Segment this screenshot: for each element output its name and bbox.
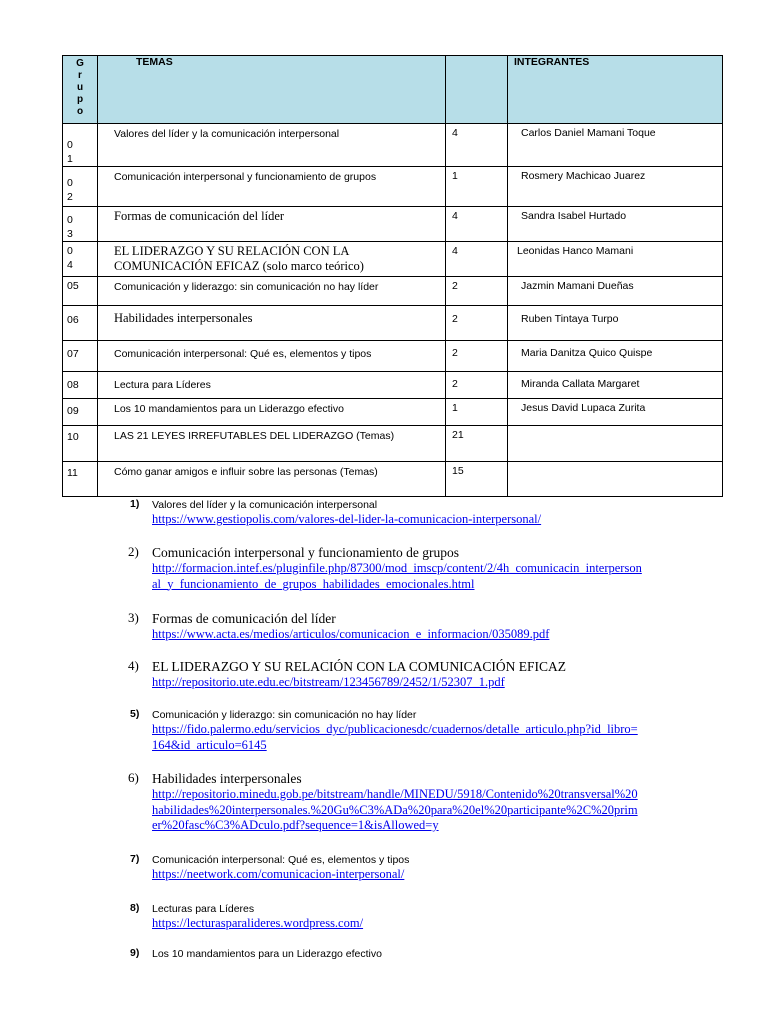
integrante-cell (508, 207, 723, 242)
header-integrantes-label: INTEGRANTES (514, 56, 590, 68)
references-list (0, 498, 768, 967)
integrante-cell (508, 277, 723, 306)
reference-item (0, 498, 768, 544)
grupo-digit: 2 (67, 191, 73, 203)
count-text: 2 (452, 378, 458, 390)
grupo-digit: 0 (67, 177, 73, 189)
grupo-digit: 0 (67, 245, 73, 257)
tema-cell (98, 167, 446, 207)
tema-text: EL LIDERAZGO Y SU RELACIÓN CON LA COMUNICACIÓN EFICAZ (solo marco teórico) (114, 244, 364, 273)
reference-item (0, 853, 768, 902)
groups-table (62, 55, 723, 497)
table-row (63, 426, 723, 462)
reference-number: 7) (130, 853, 140, 865)
tema-cell (98, 462, 446, 497)
tema-text: Habilidades interpersonales (114, 311, 253, 325)
header-grupo (63, 56, 98, 124)
grupo-digit: 10 (67, 431, 79, 443)
count-text: 2 (452, 347, 458, 359)
table-row (63, 399, 723, 426)
table-row (63, 372, 723, 399)
reference-number: 2) (128, 544, 139, 559)
header-grupo-letter: u (76, 82, 84, 93)
reference-title: EL LIDERAZGO Y SU RELACIÓN CON LA COMUNICACIÓN EFICAZ (152, 659, 566, 674)
tema-text: Lectura para Líderes (114, 379, 211, 391)
grupo-digit: 08 (67, 379, 79, 391)
integrante-text (508, 462, 722, 465)
count-cell (446, 242, 508, 277)
reference-number: 5) (130, 708, 140, 720)
reference-title: Comunicación interpersonal: Qué es, elementos y tipos (152, 854, 410, 866)
reference-link[interactable]: http://formacion.intef.es/pluginfile.php/87300/mod_imscp/content/2/4h_comunicacin_interpersonal_y_funcionamiento_de_grupos_habilidades_emocionales.html (152, 561, 642, 591)
integrante-text: Jesus David Lupaca Zurita (521, 402, 646, 414)
table-row (63, 242, 723, 277)
count-text: 4 (452, 127, 458, 139)
table-row (63, 207, 723, 242)
tema-text: Comunicación y liderazgo: sin comunicación no hay líder (114, 281, 379, 293)
count-text: 2 (452, 313, 458, 325)
integrante-cell (508, 167, 723, 207)
count-text: 4 (452, 210, 458, 222)
header-integrantes (508, 56, 723, 124)
reference-number: 1) (130, 498, 140, 510)
tema-cell (98, 306, 446, 341)
table-header-row (63, 56, 723, 124)
reference-title: Formas de comunicación del líder (152, 611, 336, 626)
tema-text: Valores del líder y la comunicación interpersonal (114, 128, 340, 140)
grupo-cell (63, 399, 98, 426)
integrante-text: Miranda Callata Margaret (521, 378, 640, 390)
count-cell (446, 341, 508, 372)
integrante-cell (508, 372, 723, 399)
grupo-digit: 06 (67, 314, 79, 326)
reference-item (0, 708, 768, 770)
reference-link[interactable]: https://neetwork.com/comunicacion-interpersonal/ (152, 867, 405, 881)
reference-item (0, 610, 768, 658)
count-cell (446, 426, 508, 462)
reference-item (0, 770, 768, 853)
grupo-cell (63, 341, 98, 372)
count-text: 1 (452, 402, 458, 414)
integrante-text: Maria Danitza Quico Quispe (521, 347, 653, 359)
integrante-text: Carlos Daniel Mamani Toque (521, 127, 656, 139)
tema-cell (98, 277, 446, 306)
count-text: 4 (452, 245, 458, 257)
integrante-cell (508, 306, 723, 341)
integrante-cell (508, 462, 723, 497)
integrante-cell (508, 242, 723, 277)
count-cell (446, 399, 508, 426)
integrante-text: Jazmin Mamani Dueñas (521, 280, 634, 292)
header-grupo-letter: p (76, 94, 84, 105)
reference-number: 6) (128, 770, 139, 785)
reference-title: Habilidades interpersonales (152, 771, 302, 786)
count-text: 1 (452, 170, 458, 182)
reference-title: Comunicación y liderazgo: sin comunicación no hay líder (152, 709, 417, 721)
tema-cell (98, 399, 446, 426)
reference-item (0, 658, 768, 708)
tema-cell (98, 426, 446, 462)
reference-link[interactable]: https://www.gestiopolis.com/valores-del-lider-la-comunicacion-interpersonal/ (152, 512, 542, 526)
reference-item (0, 902, 768, 947)
reference-title: Los 10 mandamientos para un Liderazgo efectivo (152, 948, 382, 960)
tema-cell (98, 341, 446, 372)
reference-link[interactable]: https://fido.palermo.edu/servicios_dyc/publicacionesdc/cuadernos/detalle_articulo.php?id_libro=164&id_articulo=6145 (152, 722, 638, 752)
grupo-digit: 0 (67, 139, 73, 151)
header-grupo-letter: o (76, 106, 84, 117)
grupo-digit: 05 (67, 280, 79, 292)
reference-number: 9) (130, 947, 140, 959)
count-cell (446, 207, 508, 242)
grupo-digit: 1 (67, 153, 73, 165)
grupo-cell (63, 426, 98, 462)
integrante-cell (508, 341, 723, 372)
grupo-digit: 4 (67, 259, 73, 271)
grupo-digit: 11 (67, 467, 78, 479)
integrante-cell (508, 124, 723, 167)
reference-item (0, 544, 768, 610)
reference-item (0, 947, 768, 967)
grupo-cell (63, 306, 98, 341)
table-row (63, 462, 723, 497)
tema-text: Formas de comunicación del líder (114, 209, 285, 223)
grupo-cell (63, 207, 98, 242)
count-cell (446, 306, 508, 341)
integrante-text: Rosmery Machicao Juarez (521, 170, 646, 182)
grupo-cell (63, 462, 98, 497)
integrante-text: Ruben Tintaya Turpo (521, 313, 619, 325)
tema-text: Comunicación interpersonal: Qué es, elementos y tipos (114, 348, 372, 360)
tema-cell (98, 124, 446, 167)
table-row (63, 306, 723, 341)
tema-text: LAS 21 LEYES IRREFUTABLES DEL LIDERAZGO (Temas) (114, 430, 395, 442)
count-cell (446, 124, 508, 167)
header-temas (98, 56, 446, 124)
reference-link[interactable]: http://repositorio.minedu.gob.pe/bitstream/handle/MINEDU/5918/Contenido%20transversal%20habilidades%20interpersonales.%20Gu%C3%ADa%20para%20el%20participante%2C%20primer%20fasc%C3%ADculo.pdf?sequence=1&isAllowed=y (152, 787, 638, 832)
grupo-cell (63, 124, 98, 167)
reference-title: Valores del líder y la comunicación interpersonal (152, 499, 378, 511)
grupo-digit: 07 (67, 348, 79, 360)
grupo-digit: 09 (67, 405, 79, 417)
count-cell (446, 167, 508, 207)
reference-number: 4) (128, 658, 139, 673)
tema-text: Comunicación interpersonal y funcionamiento de grupos (114, 171, 377, 183)
integrante-text: Leonidas Hanco Mamani (517, 245, 634, 257)
count-cell (446, 277, 508, 306)
table-row (63, 277, 723, 306)
grupo-cell (63, 277, 98, 306)
integrante-text: Sandra Isabel Hurtado (521, 210, 627, 222)
header-grupo-letter: G (76, 58, 84, 69)
count-cell (446, 462, 508, 497)
grupo-cell (63, 167, 98, 207)
tema-cell (98, 207, 446, 242)
grupo-cell (63, 372, 98, 399)
count-text: 2 (452, 280, 458, 292)
table-row (63, 167, 723, 207)
tema-text: Los 10 mandamientos para un Liderazgo efectivo (114, 403, 344, 415)
count-cell (446, 372, 508, 399)
grupo-digit: 0 (67, 214, 73, 226)
reference-link[interactable]: https://lecturasparalideres.wordpress.com/ (152, 916, 364, 930)
count-text: 15 (452, 465, 464, 477)
reference-number: 3) (128, 610, 139, 625)
reference-title: Comunicación interpersonal y funcionamiento de grupos (152, 545, 460, 560)
reference-title: Lecturas para Líderes (152, 903, 255, 915)
header-temas-label: TEMAS (136, 56, 173, 68)
integrante-text (508, 426, 722, 429)
table-row (63, 124, 723, 167)
reference-link[interactable]: https://www.acta.es/medios/articulos/comunicacion_e_informacion/035089.pdf (152, 627, 550, 641)
integrante-cell (508, 426, 723, 462)
header-grupo-letter: r (78, 70, 82, 81)
integrante-cell (508, 399, 723, 426)
count-text: 21 (452, 429, 464, 441)
grupo-digit: 3 (67, 228, 73, 240)
tema-cell (98, 372, 446, 399)
tema-cell (98, 242, 446, 277)
grupo-cell (63, 242, 98, 277)
tema-text: Cómo ganar amigos e influir sobre las personas (Temas) (114, 466, 378, 478)
reference-number: 8) (130, 902, 140, 914)
reference-link[interactable]: http://repositorio.ute.edu.ec/bitstream/123456789/2452/1/52307_1.pdf (152, 675, 505, 689)
table-row (63, 341, 723, 372)
header-count (446, 56, 508, 124)
